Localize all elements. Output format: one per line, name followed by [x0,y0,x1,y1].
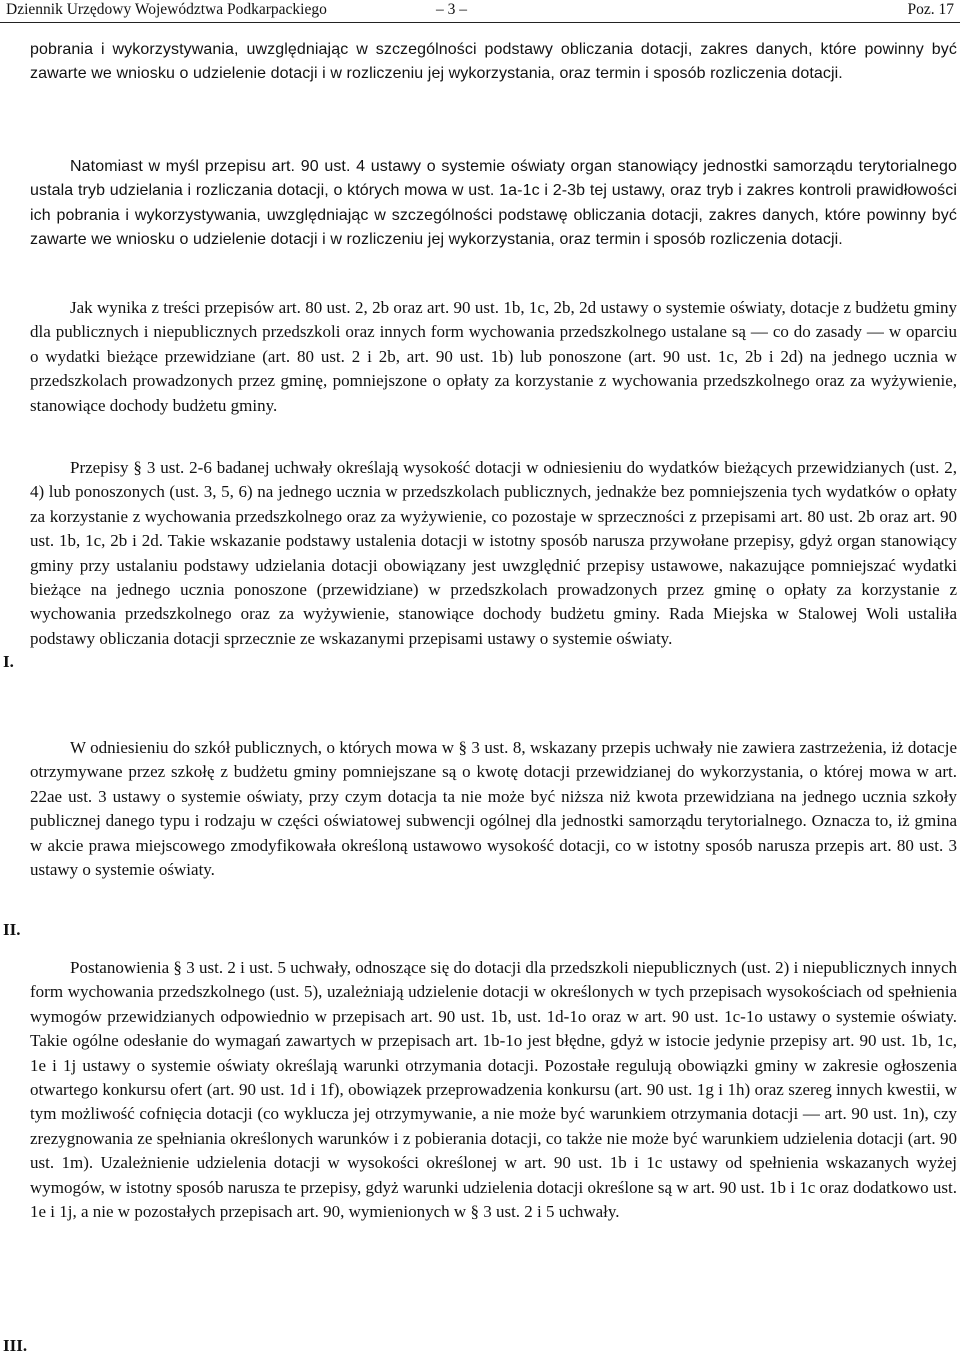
header-divider [0,22,960,23]
paragraph-text: pobrania i wykorzystywania, uwzględniając w szczególności podstawy obliczania dotacji, zakres danych, które powinny być zawarte we wniosku o udzielenie dotacji i w rozliczeniu jej wykorzystania, oraz termin i sposób rozliczenia dotacji. [30,41,957,83]
paragraph-text: Natomiast w myśl przepisu art. 90 ust. 4 ustawy o systemie oświaty organ stanowiący jednostki samorządu terytorialnego ustala tryb udzielania i rozliczania dotacji, o których mowa w ust. 1a-1c i 2-3b tej ustawy, oraz tryb i zakres kontroli prawidłowości ich pobrania i wykorzystywania, uwzględniając w szczególności podstawę obliczania dotacji, zakres danych, które powinny być zawarte we wniosku o udzielenie dotacji i w rozliczeniu jej wykorzystania, oraz termin i sposób rozliczenia dotacji. [30,158,957,249]
paragraph-przedszkola-niepubliczne [30,956,957,1224]
paragraph-text: Przepisy § 3 ust. 2-6 badanej uchwały określają wysokość dotacji w odniesieniu do wydatków bieżących przewidzianych (ust. 2, 4) lub ponoszonych (ust. 3, 5, 6) na jednego ucznia w przedszkolach publicznych, jednakże bez pomniejszenia tych wydatków o opłaty za korzystanie z wychowania przedszkolnego oraz za wyżywienie, co pozostaje w sprzeczności z przepisami art. 80 ust. 2b oraz art. 90 ust. 1b, 1c, 2b i 2d. Takie wskazanie podstawy ustalenia dotacji w istotny sposób narusza przywołane przepisy, gdyż organ stanowiący gminy przy ustalaniu podstawy udzielania dotacji obowiązany jest uwzględnić przepisy ustawowe, nakazujące pomniejszać wydatki bieżące na jednego ucznia ponoszone (przewidziane) w przedszkolach prowadzonych przez gminę o opłaty za korzystanie z wychowania przedszkolnego oraz za wyżywienie, stanowiące dochody budżetu gminy. Rada Miejska w Stalowej Woli ustaliła podstawy obliczania dotacji sprzecznie ze wskazanymi przepisami ustawy o systemie oświaty. [30,458,957,648]
paragraph-text: W odniesieniu do szkół publicznych, o których mowa w § 3 ust. 8, wskazany przepis uchwały nie zawiera zastrzeżenia, iż dotacje otrzymywane przez szkołę z budżetu gminy pomniejszane są o kwotę dotacji przewidzianej do wykorzystania, o której mowa w art. 22ae ust. 3 ustawy o systemie oświaty, przy czym dotacja ta nie może być niższa niż kwota przewidziana na jednego ucznia szkoły publicznej danego typu i rodzaju w części oświatowej subwencji ogólnej dla jednostki samorządu terytorialnego. Oznacza to, iż gmina w akcie prawa miejscowego zmodyfikowała określoną ustawowo wysokość dotacji, co w istotny sposób narusza przepis art. 80 ust. 3 ustawy o systemie oświaty. [30,738,957,880]
paragraph-text: Postanowienia § 3 ust. 2 i ust. 5 uchwały, odnoszące się do dotacji dla przedszkoli niepublicznych (ust. 2) i niepublicznych innych form wychowania przedszkolnego (ust. 5), uzależniają udzielenie dotacji w określonych w tych przepisach wysokościach od spełnienia wymogów przewidzianych odpowiednio w przepisach art. 90 ust. 1b, ust. 1d-1o oraz w art. 90 ust. 1c-1o ustawy o systemie oświaty. Takie ogólne odesłanie do wymagań zawartych w przepisach art. 1b-1o jest błędne, gdyż w istocie jedynie przepisy art. 90 ust. 1b, 1c, 1e i 1j ustawy o systemie oświaty określają warunki otrzymania dotacji. Pozostałe regulują obowiązki gminy w zakresie ogłoszenia otwartego konkursu ofert (art. 90 ust. 1d i 1f), obowiązek przeprowadzenia konkursu (art. 90 ust. 1g i 1h) oraz szereg innych kwestii, w tym możliwość cofnięcia dotacji (co wyklucza jej otrzymywanie, a nie może być warunkiem otrzymania dotacji — art. 90 ust. 1n), czy zrezygnowania ze spełniania określonych warunków i z pobierania dotacji, co także nie może być warunkiem udzielenia dotacji (art. 90 ust. 1m). Uzależnienie udzielenia dotacji w wysokości określonej w art. 90 ust. 1b i 1c ustawy od spełnienia wskazanych wyżej wymogów, w istotny sposób narusza te przepisy, gdyż warunki udzielenia dotacji określone są w art. 90 ust. 1b i 1c oraz dodatkowo ust. 1e i 1j, a nie w pozostałych przepisach art. 90, wymienionych w § 3 ust. 2 i 5 uchwały. [30,958,957,1222]
section-marker-3: III. [3,1336,28,1355]
journal-title: Dziennik Urzędowy Województwa Podkarpackiego [6,1,327,18]
section-marker-2: II. [3,920,21,939]
paragraph-text: Jak wynika z treści przepisów art. 80 ust. 2, 2b oraz art. 90 ust. 1b, 1c, 2b, 2d ustawy o systemie oświaty, dotacje z budżetu gminy dla publicznych i niepublicznych przedszkoli oraz innych form wychowania przedszkolnego ustalane są — co do zasady — w oparciu o wydatki bieżące przewidziane (art. 80 ust. 2 i 2b, art. 90 ust. 1b) lub ponoszone (art. 90 ust. 1c, 2b i 2d) na jednego ucznia w przedszkolach prowadzonych przez gminę, pomniejszone o opłaty za korzystanie z wychowania przedszkolnego oraz za wyżywienie, stanowiące dochody budżetu gminy. [30,298,957,415]
position-number: Poz. 17 [907,1,954,18]
paragraph-art-90-ust-4 [30,155,957,253]
paragraph-paragraf-3-ust-2-6 [30,456,957,651]
page-number: – 3 – [436,1,467,18]
paragraph-dotacje-przedszkola [30,296,957,418]
paragraph-szkoly-publiczne [30,736,957,882]
page-header [0,0,960,24]
paragraph-continuation [30,38,957,87]
section-marker-1: I. [3,652,14,671]
